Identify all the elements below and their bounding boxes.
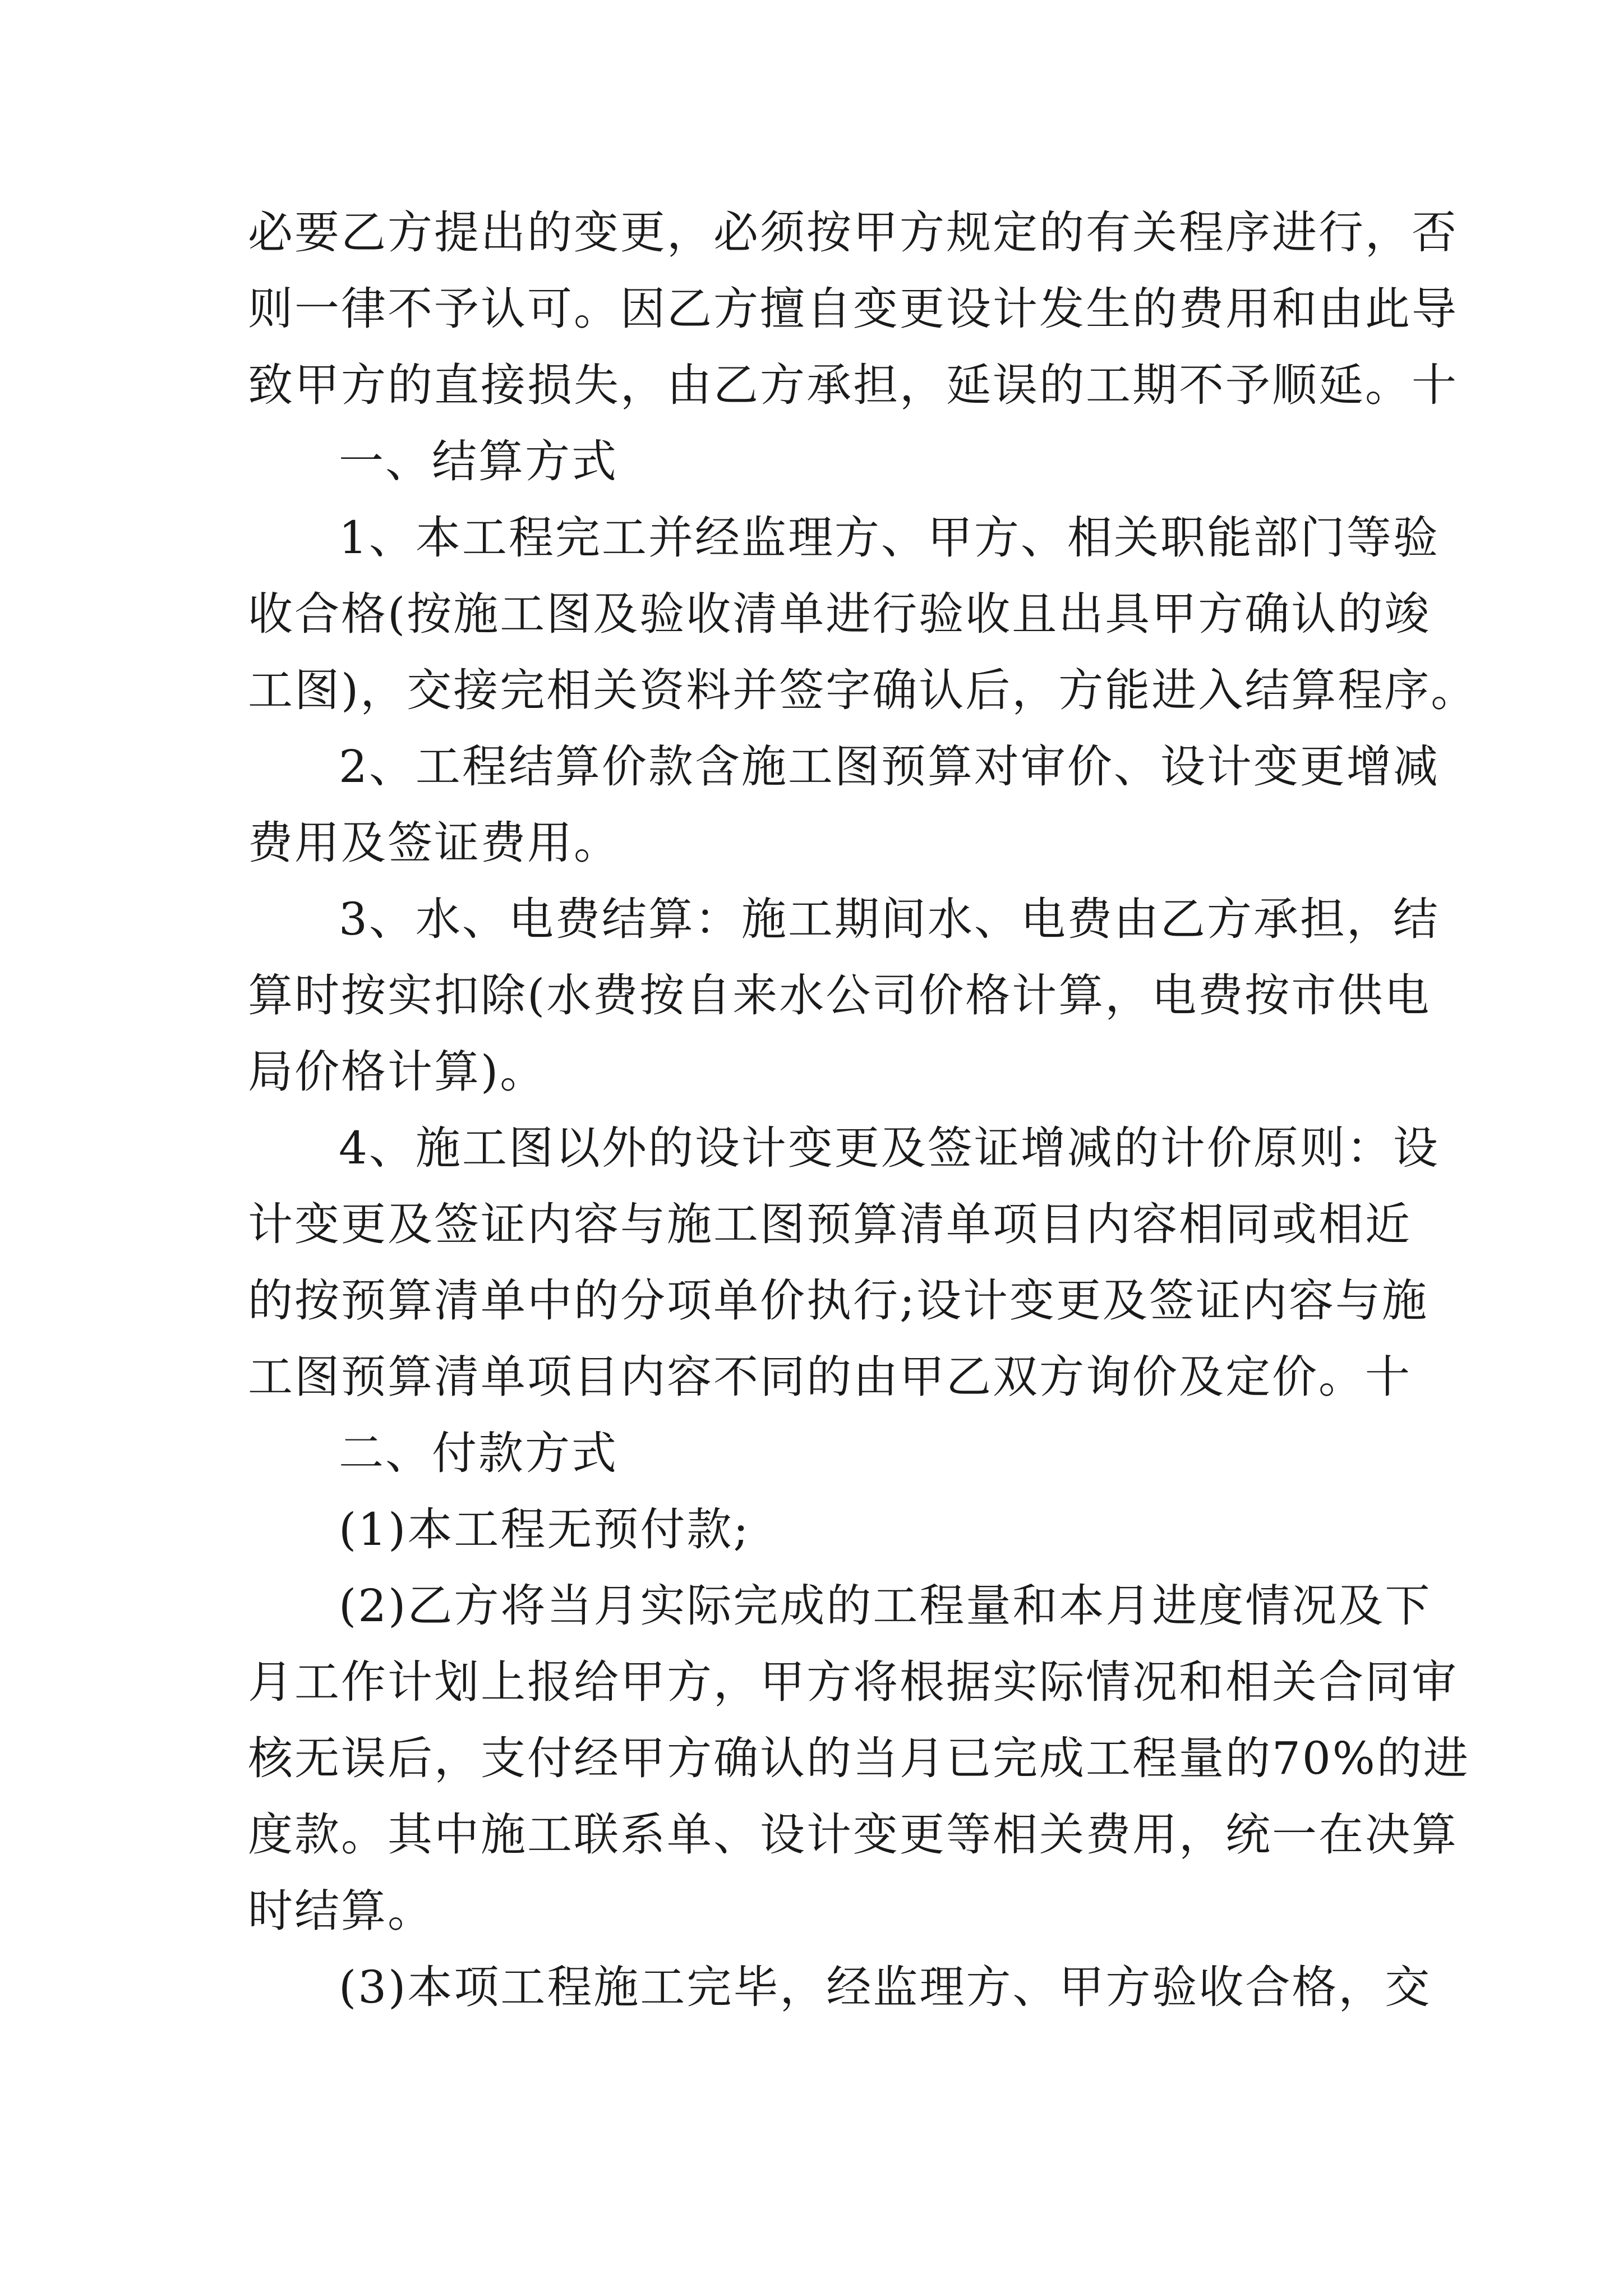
text-line: 算时按实扣除(水费按自来水公司价格计算，电费按市供电 — [248, 969, 1431, 1022]
text-line: 3、水、电费结算：施工期间水、电费由乙方承担，结 — [339, 893, 1440, 945]
section-heading: 一、结算方式 — [339, 435, 618, 487]
text-line: 2、工程结算价款含施工图预算对审价、设计变更增减 — [339, 740, 1440, 793]
text-line: 工图)，交接完相关资料并签字确认后，方能进入结算程序。 — [248, 664, 1478, 716]
text-line: 月工作计划上报给甲方，甲方将根据实际情况和相关合同审 — [248, 1656, 1458, 1708]
text-line: (1)本工程无预付款; — [339, 1503, 750, 1556]
text-line: (3)本项工程施工完毕，经监理方、甲方验收合格，交 — [339, 1961, 1432, 2013]
text-line: 的按预算清单中的分项单价执行;设计变更及签证内容与施 — [248, 1274, 1428, 1327]
text-line: 4、施工图以外的设计变更及签证增减的计价原则：设 — [339, 1122, 1440, 1174]
text-line: 则一律不予认可。因乙方擅自变更设计发生的费用和由此导 — [248, 283, 1458, 335]
text-line: 时结算。 — [248, 1885, 434, 1937]
section-heading: 二、付款方式 — [339, 1427, 618, 1479]
text-line: 核无误后，支付经甲方确认的当月已完成工程量的70%的进 — [248, 1732, 1470, 1784]
text-line: 工图预算清单项目内容不同的由甲乙双方询价及定价。十 — [248, 1351, 1412, 1403]
text-line: 度款。其中施工联系单、设计变更等相关费用，统一在决算 — [248, 1809, 1458, 1861]
text-line: 费用及签证费用。 — [248, 817, 620, 869]
text-line: 计变更及签证内容与施工图预算清单项目内容相同或相近 — [248, 1198, 1412, 1250]
text-line: 1、本工程完工并经监理方、甲方、相关职能部门等验 — [339, 512, 1440, 564]
text-line: 局价格计算)。 — [248, 1046, 547, 1098]
text-line: 收合格(按施工图及验收清单进行验收且出具甲方确认的竣 — [248, 588, 1431, 640]
text-line: 致甲方的直接损失，由乙方承担，延误的工期不予顺延。十 — [248, 359, 1458, 411]
text-line: (2)乙方将当月实际完成的工程量和本月进度情况及下 — [339, 1580, 1432, 1632]
text-line: 必要乙方提出的变更，必须按甲方规定的有关程序进行，否 — [248, 206, 1458, 259]
